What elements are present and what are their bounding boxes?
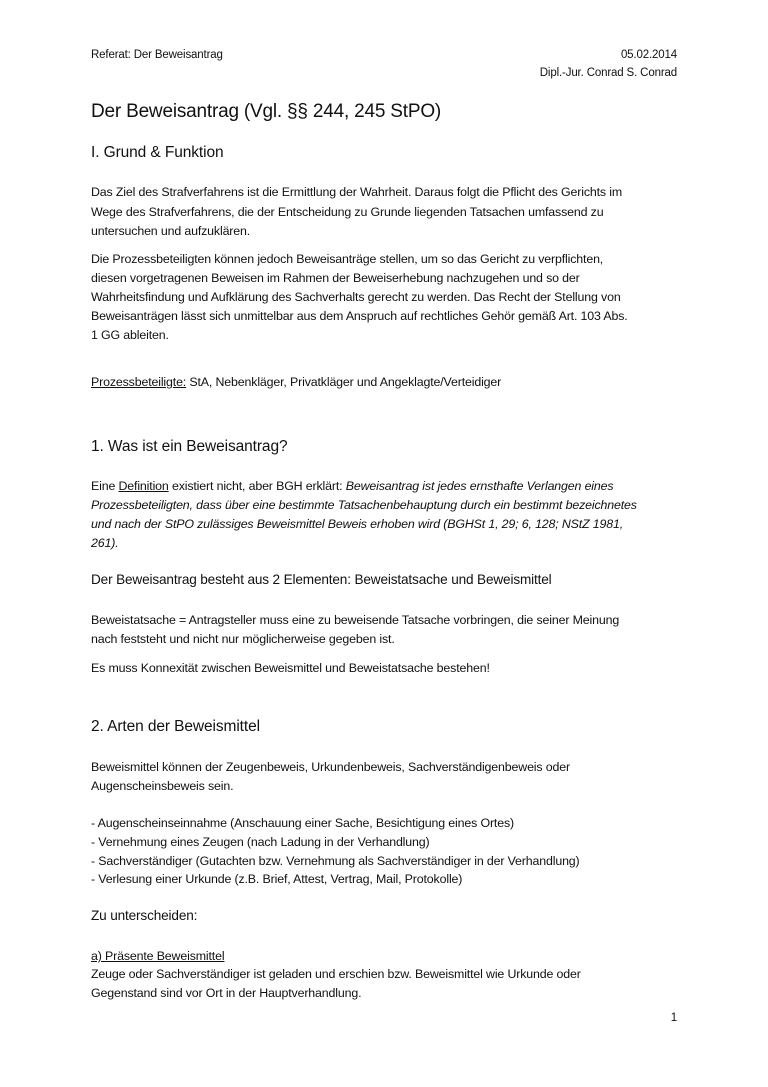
- page-number: 1: [670, 1012, 677, 1024]
- section-heading-beweisantrag: 1. Was ist ein Beweisantrag?: [91, 438, 288, 455]
- definition-quote: Beweisantrag ist jedes ernsthafte Verlangen eines: [345, 479, 614, 493]
- definition-term: Definition: [118, 479, 169, 493]
- definition-quote: [91, 497, 637, 513]
- text: Eine: [91, 479, 119, 493]
- text-line: Gegenstand sind vor Ort in der Hauptverhandlung.: [91, 986, 362, 1000]
- text-line: Zeuge oder Sachverständiger ist geladen und erschien bzw. Beweismittel wie Urkunde oder: [91, 967, 581, 981]
- text-line: Die Prozessbeteiligten können jedoch Beweisanträge stellen, um so das Gericht zu verpflichten,: [91, 252, 604, 266]
- definition-line: [91, 478, 613, 494]
- section-heading-grund: I. Grund & Funktion: [91, 144, 224, 161]
- header-date: 05.02.2014: [620, 49, 677, 61]
- parties-line: [91, 374, 501, 390]
- definition-quote: [91, 516, 623, 532]
- text: und nach der StPO zulässiges Beweismittel Beweis erhoben wird (BGHSt 1, 29; 6, 128; NStZ 1981,: [91, 517, 624, 531]
- header-left: Referat: Der Beweisantrag: [91, 49, 223, 61]
- list-item: - Sachverständiger (Gutachten bzw. Vernehmung als Sachverständiger in der Verhandlung): [91, 854, 580, 868]
- text: Prozessbeteiligten, dass über eine bestimmte Tatsachenbehauptung durch ein bestimmt bezeichnetes: [91, 498, 637, 512]
- subheading-present-evidence: a) Präsente Beweismittel: [91, 949, 225, 963]
- text-line: Wahrheitsfindung und Aufklärung des Sachverhalts gerecht zu werden. Das Recht der Stellung von: [91, 290, 621, 304]
- text-line: Beweisanträgen lässt sich unmittelbar aus dem Anspruch auf rechtliches Gehör gemäß Art. 103 Abs.: [91, 309, 628, 323]
- text: 261).: [91, 536, 119, 550]
- subheading-elements: Der Beweisantrag besteht aus 2 Elementen: Beweistatsache und Beweismittel: [91, 572, 552, 587]
- parties-label: Prozessbeteiligte:: [91, 375, 187, 389]
- text-line: Wege des Strafverfahrens, die der Entscheidung zu Grunde liegenden Tatsachen umfassend zu: [91, 205, 604, 219]
- parties-text: StA, Nebenkläger, Privatkläger und Angeklagte/Verteidiger: [186, 375, 502, 389]
- text: existiert nicht, aber BGH erklärt:: [168, 479, 346, 493]
- header-author: Dipl.-Jur. Conrad S. Conrad: [539, 67, 677, 79]
- text-line: Das Ziel des Strafverfahrens ist die Ermittlung der Wahrheit. Daraus folgt die Pflicht des Gerichts im: [91, 185, 623, 199]
- text-line: diesen vorgetragenen Beweisen im Rahmen der Beweiserhebung nachzugehen und so der: [91, 271, 580, 285]
- text-line: Augenscheinsbeweis sein.: [91, 779, 234, 793]
- section-heading-arten: 2. Arten der Beweismittel: [91, 718, 260, 735]
- subheading-distinguish: Zu unterscheiden:: [91, 908, 198, 923]
- text-line: nach feststeht und nicht nur möglicherweise gegeben ist.: [91, 632, 395, 646]
- list-item: - Augenscheinseinnahme (Anschauung einer Sache, Besichtigung eines Ortes): [91, 816, 514, 830]
- list-item: - Verlesung einer Urkunde (z.B. Brief, Attest, Vertrag, Mail, Protokolle): [91, 872, 463, 886]
- text-line: 1 GG ableiten.: [91, 328, 169, 342]
- text-line: Beweismittel können der Zeugenbeweis, Urkundenbeweis, Sachverständigenbeweis oder: [91, 760, 570, 774]
- text-line: Beweistatsache = Antragsteller muss eine zu beweisende Tatsache vorbringen, die seiner Meinung: [91, 613, 620, 627]
- definition-quote: [91, 535, 119, 551]
- text-line: Es muss Konnexität zwischen Beweismittel und Beweistatsache bestehen!: [91, 661, 490, 675]
- page-title: Der Beweisantrag (Vgl. §§ 244, 245 StPO): [91, 101, 442, 122]
- list-item: - Vernehmung eines Zeugen (nach Ladung in der Verhandlung): [91, 835, 430, 849]
- text-line: untersuchen und aufzuklären.: [91, 224, 251, 238]
